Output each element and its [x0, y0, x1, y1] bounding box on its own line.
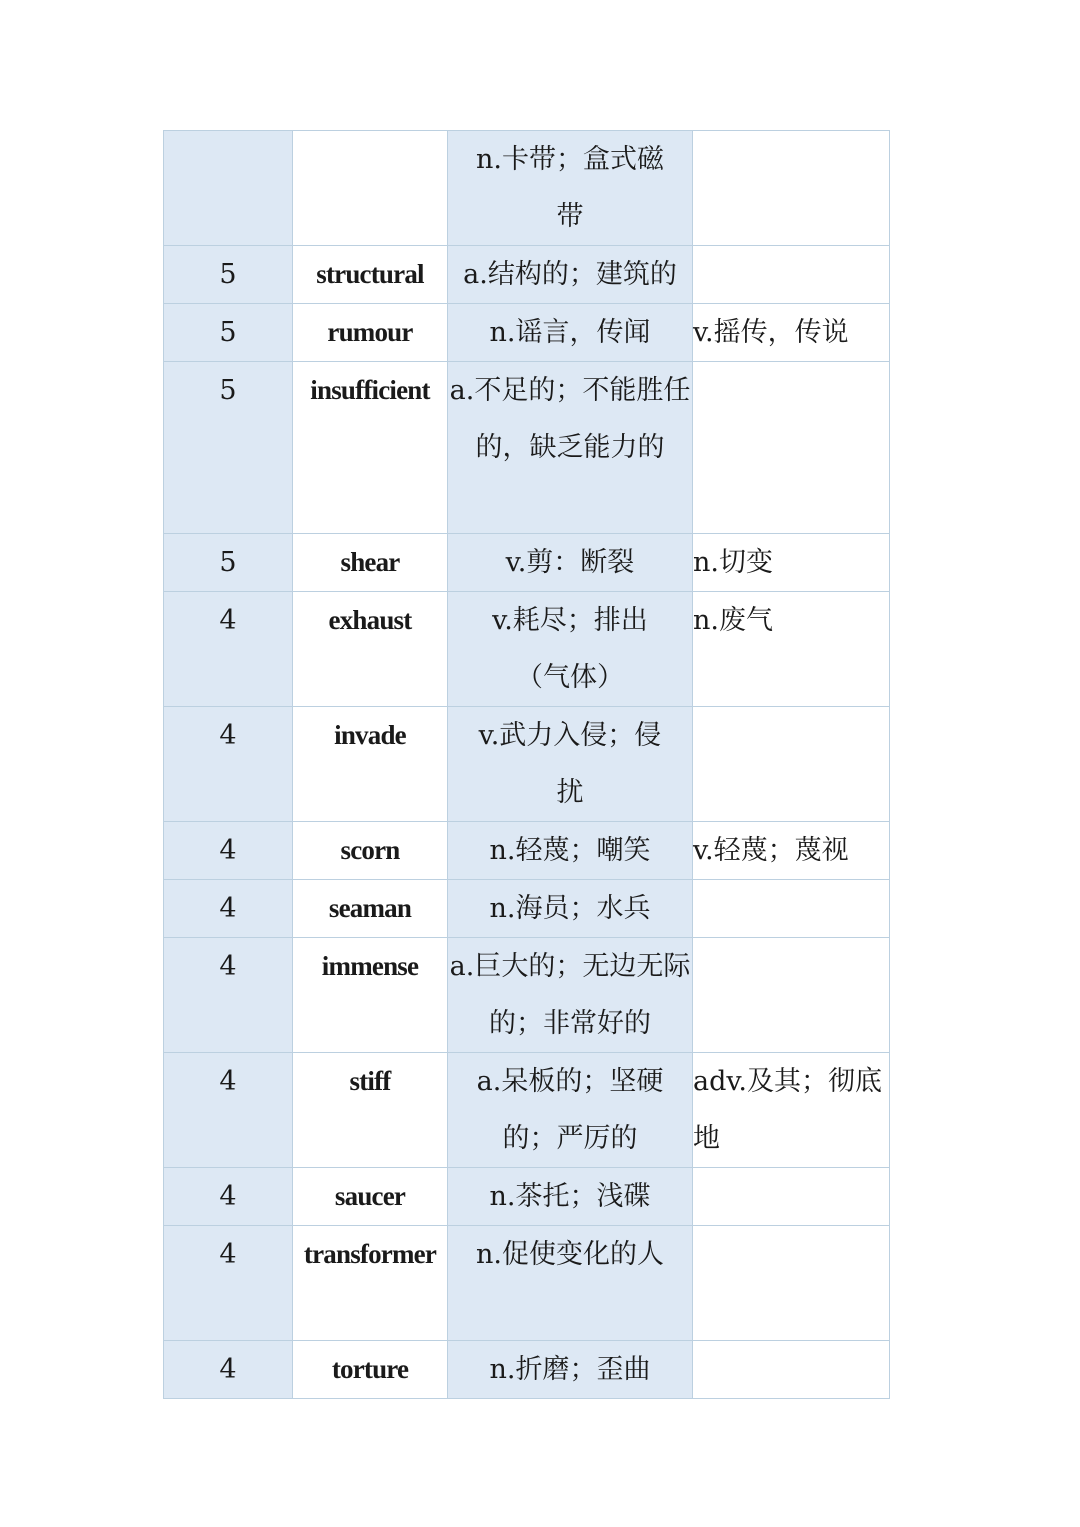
primary-definition-cell: n.促使变化的人: [448, 1226, 693, 1341]
word-cell: exhaust: [293, 592, 448, 707]
primary-definition-cell: v.耗尽；排出（气体）: [448, 592, 693, 707]
secondary-definition-cell: n.废气: [693, 592, 890, 707]
secondary-definition-cell: v.摇传，传说: [693, 304, 890, 362]
primary-definition-cell: n.谣言，传闻: [448, 304, 693, 362]
frequency-cell: 5: [164, 304, 293, 362]
secondary-definition-cell: [693, 707, 890, 822]
frequency-cell: 5: [164, 534, 293, 592]
frequency-cell: 5: [164, 362, 293, 534]
table-row: [164, 246, 890, 304]
word-cell: [293, 131, 448, 246]
primary-definition-cell: n.海员；水兵: [448, 880, 693, 938]
frequency-cell: 4: [164, 707, 293, 822]
secondary-definition-cell: [693, 1168, 890, 1226]
vocabulary-table: [163, 130, 890, 1399]
word-cell: transformer: [293, 1226, 448, 1341]
table-row: [164, 362, 890, 534]
frequency-cell: 4: [164, 1053, 293, 1168]
table-row: [164, 938, 890, 1053]
word-cell: structural: [293, 246, 448, 304]
secondary-definition-cell: [693, 880, 890, 938]
frequency-cell: 4: [164, 822, 293, 880]
secondary-definition-cell: [693, 1341, 890, 1399]
secondary-definition-cell: [693, 362, 890, 534]
primary-definition-cell: n.轻蔑；嘲笑: [448, 822, 693, 880]
primary-definition-cell: n.茶托；浅碟: [448, 1168, 693, 1226]
table-row: [164, 1168, 890, 1226]
table-row: [164, 592, 890, 707]
table-row: [164, 534, 890, 592]
secondary-definition-cell: [693, 1226, 890, 1341]
table-row: [164, 1341, 890, 1399]
secondary-definition-cell: adv.及其；彻底地: [693, 1053, 890, 1168]
frequency-cell: 4: [164, 592, 293, 707]
secondary-definition-cell: n.切变: [693, 534, 890, 592]
table-row: [164, 707, 890, 822]
table-row: [164, 880, 890, 938]
word-cell: shear: [293, 534, 448, 592]
secondary-definition-cell: [693, 246, 890, 304]
primary-definition-cell: n.折磨；歪曲: [448, 1341, 693, 1399]
word-cell: stiff: [293, 1053, 448, 1168]
secondary-definition-cell: v.轻蔑；蔑视: [693, 822, 890, 880]
primary-definition-cell: v.剪：断裂: [448, 534, 693, 592]
secondary-definition-cell: [693, 938, 890, 1053]
frequency-cell: 5: [164, 246, 293, 304]
word-cell: immense: [293, 938, 448, 1053]
table-row: [164, 1226, 890, 1341]
primary-definition-cell: n.卡带；盒式磁带: [448, 131, 693, 246]
primary-definition-cell: a.不足的；不能胜任的，缺乏能力的: [448, 362, 693, 534]
table-row: [164, 304, 890, 362]
word-cell: seaman: [293, 880, 448, 938]
frequency-cell: [164, 131, 293, 246]
primary-definition-cell: a.巨大的；无边无际的；非常好的: [448, 938, 693, 1053]
word-cell: torture: [293, 1341, 448, 1399]
primary-definition-cell: a.呆板的；坚硬的；严厉的: [448, 1053, 693, 1168]
secondary-definition-cell: [693, 131, 890, 246]
frequency-cell: 4: [164, 1168, 293, 1226]
word-cell: scorn: [293, 822, 448, 880]
frequency-cell: 4: [164, 1341, 293, 1399]
frequency-cell: 4: [164, 938, 293, 1053]
frequency-cell: 4: [164, 880, 293, 938]
primary-definition-cell: v.武力入侵；侵扰: [448, 707, 693, 822]
word-cell: insufficient: [293, 362, 448, 534]
table-row: [164, 1053, 890, 1168]
table-row: [164, 131, 890, 246]
primary-definition-cell: a.结构的；建筑的: [448, 246, 693, 304]
word-cell: rumour: [293, 304, 448, 362]
word-cell: invade: [293, 707, 448, 822]
frequency-cell: 4: [164, 1226, 293, 1341]
table-row: [164, 822, 890, 880]
word-cell: saucer: [293, 1168, 448, 1226]
